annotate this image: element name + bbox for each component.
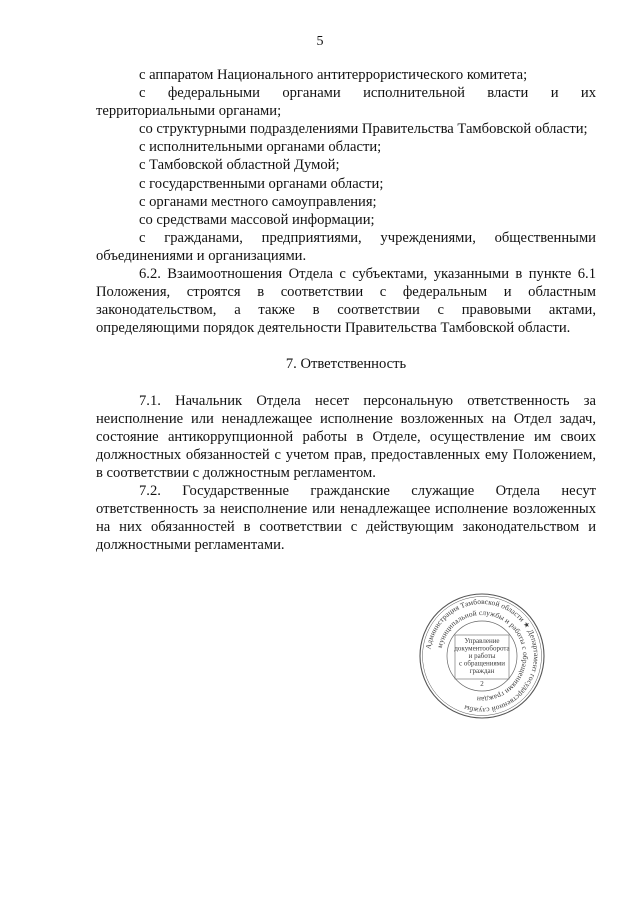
stamp-box-line: с обращениями [459, 659, 505, 668]
list-item: с исполнительными органами области; [139, 139, 382, 156]
stamp-box-line: граждан [469, 667, 495, 675]
list-item: с Тамбовской областной Думой; [139, 157, 340, 174]
list-item: с органами местного самоуправления; [139, 193, 377, 210]
section-heading: 7. Ответственность [285, 356, 407, 373]
document-body [96, 66, 596, 554]
stamp-seal [418, 592, 546, 720]
stamp-inner-text: муниципальной службы и работы с обращениями граждан [434, 607, 531, 705]
official-stamp [418, 592, 546, 720]
paragraph-7-1: 7.1. Начальник Отдела несет персональную ответственность за неисполнение или ненадлежащее исполнение возложенных на Отдел задач, состояние антикоррупционной работы в Отделе, осуществление им своих должностных обязанностей с учетом прав, предоставленных ему Положением, в соответствии с должностным регламентом. [96, 392, 596, 481]
paragraph-7-2: 7.2. Государственные гражданские служащие Отдела несут ответственность за неисполнение или ненадлежащее исполнение возложенных на них обязанностей в соответствии с действующим законодательством и должностными регламентами. [96, 482, 596, 554]
page-number: 5 [316, 34, 324, 49]
stamp-outer-text: Администрация Тамбовской области ★ Департамент государственной службы [423, 596, 542, 716]
list-item: с государственными органами области; [139, 175, 384, 192]
list-item: со средствами массовой информации; [139, 211, 375, 228]
list-item: со структурными подразделениями Правительства Тамбовской области; [139, 121, 588, 138]
paragraph-6-2: 6.2. Взаимоотношения Отдела с субъектами, указанными в пункте 6.1 Положения, строятся в соответствии с федеральным и областным законодательством, а также в соответствии с правовыми актами, определяющими порядок деятельности Правительства Тамбовской области. [96, 266, 596, 337]
stamp-box-line: Управление [464, 637, 500, 645]
list-item: с аппаратом Национального антитеррористического комитета; [139, 67, 528, 83]
list-item: с гражданами, предприятиями, учреждениями, общественными объединениями и организациями. [96, 229, 596, 264]
stamp-box-line: и работы [468, 652, 496, 660]
stamp-box-line: 2 [480, 680, 484, 688]
list-item: с федеральными органами исполнительной власти и их территориальными органами; [96, 85, 596, 120]
stamp-box-line: документооборота [454, 644, 510, 653]
